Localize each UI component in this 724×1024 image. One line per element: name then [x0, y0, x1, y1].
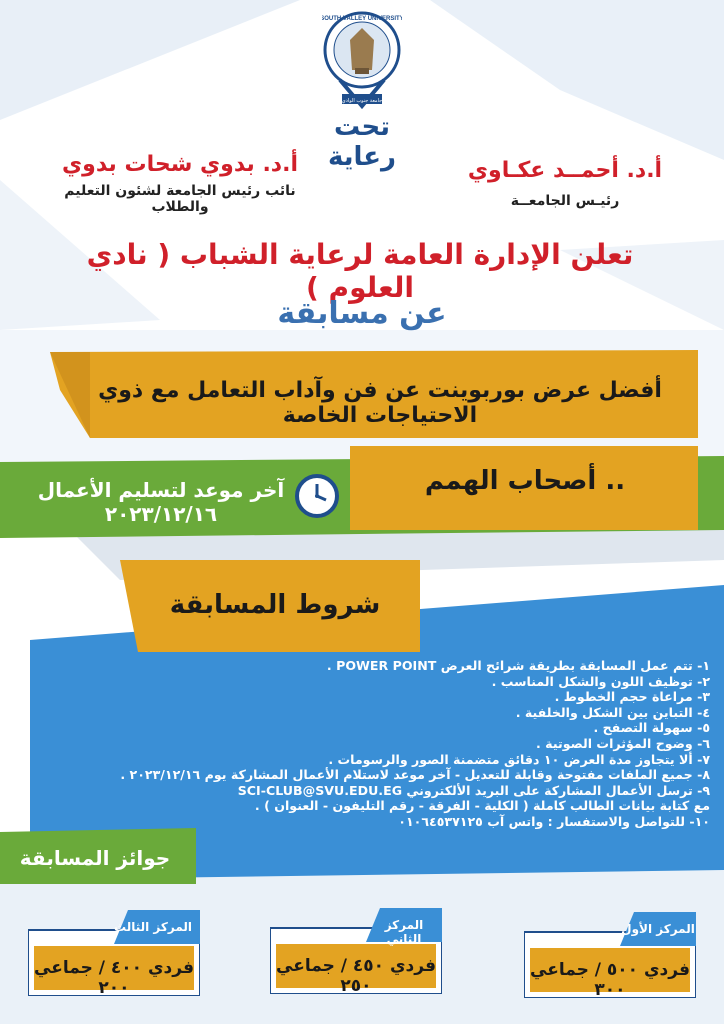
logo-text-ar: جامعة جنوب الوادي — [341, 98, 383, 104]
university-logo — [322, 10, 402, 110]
conditions-title: شروط المسابقة — [169, 590, 381, 620]
prize-3-rank: المركز الثالث — [114, 920, 192, 934]
patron-1-role: رئيـس الجامعــة — [510, 193, 620, 209]
audience-label: .. أصحاب الهمم — [424, 466, 626, 496]
patron-1-name: أ.د. أحمــد عكـاوي — [467, 158, 663, 183]
prize-2-rank: المركز الثاني — [384, 918, 424, 946]
condition-item: ٣- مراعاة حجم الخطوط . — [554, 689, 710, 705]
conditions-list — [70, 658, 710, 830]
prize-3-value: فردي ٤٠٠ / جماعي ٢٠٠ — [34, 958, 194, 998]
patron-2 — [40, 152, 320, 215]
patron-2-role: نائب رئيس الجامعة لشئون التعليم والطلاب — [64, 183, 296, 215]
condition-item: ٩- ترسل الأعمال المشاركة على البريد الألكتروني SCI-CLUB@SVU.EDU.EG — [237, 782, 710, 798]
announcement-subtitle: عن مسابقة — [277, 296, 447, 331]
condition-item: ١٠- للتواصل والاستفسار : واتس آب ٠١٠٦٤٥٣٧١٢٥ — [398, 813, 710, 829]
competition-title: أفضل عرض بوربوينت عن فن وآداب التعامل مع ذوي الاحتياجات الخاصة — [98, 378, 662, 428]
condition-item: ٨- جميع الملفات مفتوحة وقابلة للتعديل - آخر موعد لاستلام الأعمال المشاركة يوم ٢٠٢٣/١٢/١٦ . — [120, 767, 710, 783]
condition-item: ٢- توظيف اللون والشكل المناسب . — [491, 673, 710, 689]
condition-item: ٤- التباين بين الشكل والخلفية . — [515, 704, 710, 720]
prize-1-rank: المركز الأول — [621, 922, 695, 936]
patronage-title: تحت رعاية — [327, 112, 397, 172]
condition-item: ٥- سهولة التصفح . — [593, 720, 710, 736]
condition-item: ١- تتم عمل المسابقة بطريقة شرائح العرض POWER POINT . — [326, 658, 710, 673]
condition-item: ٧- ألا يتجاوز مدة العرض ١٠ دقائق متضمنة الصور والرسومات . — [328, 751, 710, 767]
prize-1-value: فردي ٥٠٠ / جماعي ٣٠٠ — [530, 960, 690, 1000]
patron-1 — [440, 158, 690, 209]
deadline-text: آخر موعد لتسليم الأعمال ٢٠٢٣/١٢/١٦ — [37, 478, 285, 526]
patron-2-name: أ.د. بدوي شحات بدوي — [62, 152, 298, 177]
logo-text-en: SOUTH VALLEY UNIVERSITY — [322, 16, 402, 22]
announcement-line: تعلن الإدارة العامة لرعاية الشباب ( نادي العلوم ) — [86, 238, 634, 304]
prize-2-value: فردي ٤٥٠ / جماعي ٢٥٠ — [276, 956, 436, 996]
condition-item: ٦- وضوح المؤثرات الصوتية . — [536, 735, 710, 751]
prizes-title: جوائز المسابقة — [19, 846, 171, 870]
condition-item: مع كتابة بيانات الطالب كاملة ( الكلية - الفرقة - رقم التليفون - العنوان ) . — [254, 798, 710, 814]
clock-icon — [295, 474, 339, 518]
